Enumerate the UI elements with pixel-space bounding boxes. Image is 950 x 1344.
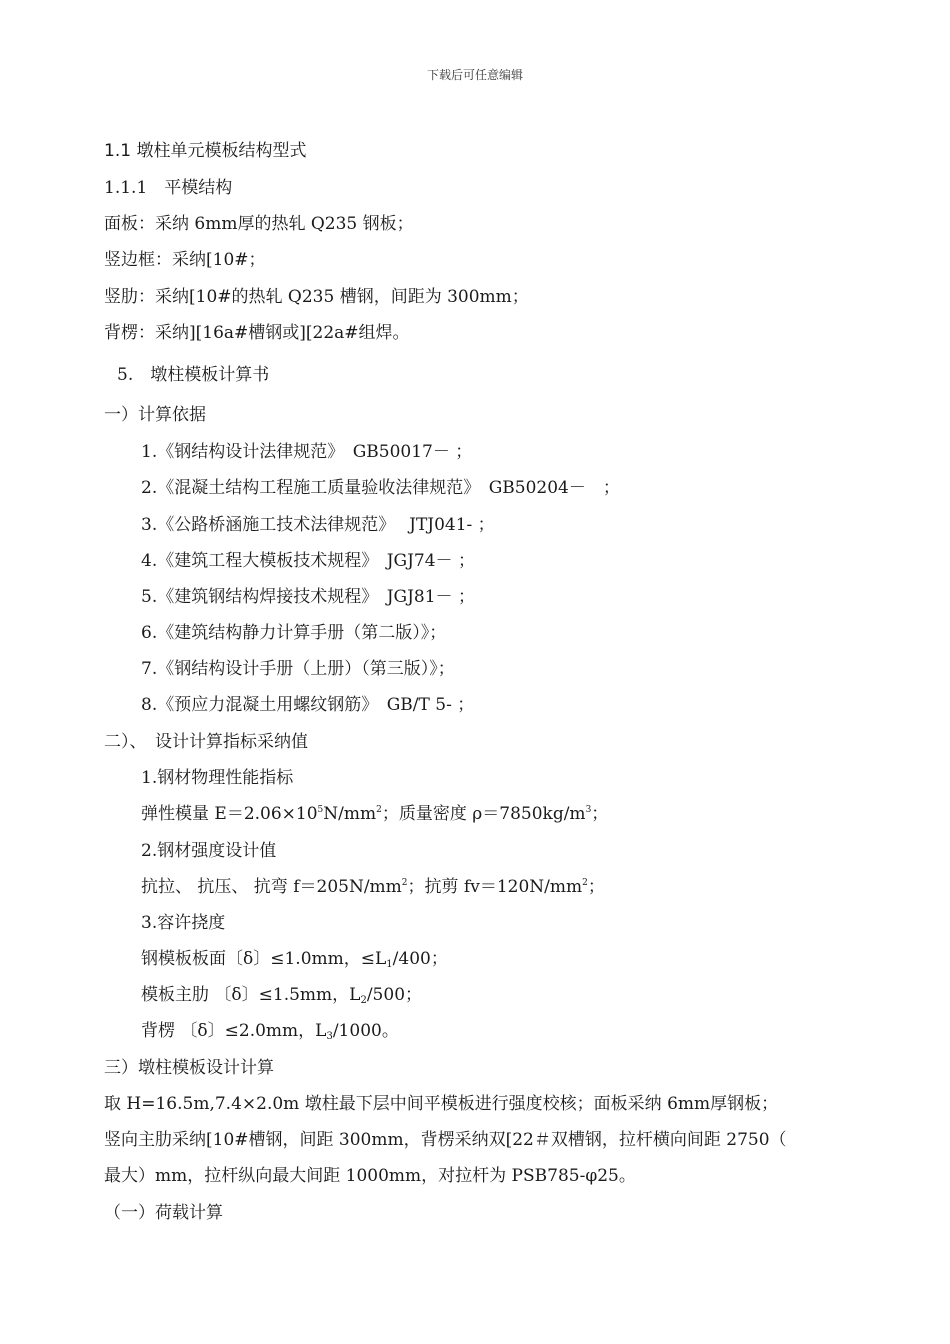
deflection-heading: 3.容许挠度 <box>141 913 226 933</box>
deflection-panel: 钢模板板面〔δ〕≤1.0mm，$\le L_1/400$； <box>141 949 448 970</box>
reference-item: 2.《混凝土结构工程施工质量验收法律规范》 GB50204－ ； <box>141 478 620 498</box>
strength-line: 抗拉、 抗压、 抗弯 $f=205N/mm^2$；抗剪 $fv=120N/mm^2$； <box>141 877 605 897</box>
reference-item: 7.《钢结构设计手册（上册）（第三版）》； <box>141 659 455 679</box>
reference-item: 1.《钢结构设计法律规范》 GB50017－ ； <box>141 442 473 462</box>
design-heading: 三）墩柱模板设计计算 <box>104 1058 274 1078</box>
section-heading-1-1: 1.1 墩柱单元模板结构型式 <box>104 141 307 161</box>
chapter-heading-5: 5. 墩柱模板计算书 <box>117 365 270 385</box>
reference-item: 3.《公路桥涵施工技术法律规范》 JTJ041- ； <box>141 515 495 535</box>
design-paragraph-line: 竖向主肋采纳[10#槽钢，间距 300mm，背楞采纳双[22＃双槽钢，拉杆横向间距 2750（ <box>104 1130 787 1150</box>
reference-item: 4.《建筑工程大模板技术规程》 JGJ74－ ； <box>141 551 475 571</box>
back-purlin-spec: 背楞：采纳][16a#槽钢或][22a#组焊。 <box>104 323 410 343</box>
panel-spec: 面板：采纳 6mm厚的热轧 Q235 钢板； <box>104 214 414 234</box>
reference-item: 8.《预应力混凝土用螺纹钢筋》 GB/T 5- ； <box>141 695 475 715</box>
vertical-rib-spec: 竖肋：采纳[10#的热轧 Q235 槽钢，间距为 300mm； <box>104 287 529 307</box>
basis-heading: 一）计算依据 <box>104 405 206 425</box>
reference-item: 6.《建筑结构静力计算手册（第二版）》； <box>141 623 447 643</box>
steel-props-heading: 1.钢材物理性能指标 <box>141 768 294 788</box>
vertical-frame-spec: 竖边框：采纳[10#； <box>104 250 266 270</box>
load-heading: （一）荷载计算 <box>104 1203 223 1223</box>
steel-props-line: 弹性模量 $E=2.06\times 10^5N/mm^2$；质量密度 $\rho=7850kg/m^3$； <box>141 804 609 824</box>
strength-heading: 2.钢材强度设计值 <box>141 841 277 861</box>
design-paragraph-line: 取 H=16.5m,7.4×2.0m 墩柱最下层中间平模板进行强度校核；面板采纳 6mm厚钢板； <box>104 1094 779 1114</box>
indicators-heading: 二）、 设计计算指标采纳值 <box>104 732 308 752</box>
design-paragraph-line: 最大）mm，拉杆纵向最大间距 1000mm，对拉杆为 PSB785-φ25。 <box>104 1166 636 1186</box>
section-heading-1-1-1: 1.1.1 平模结构 <box>104 178 233 198</box>
page-header: 下载后可任意编辑 <box>426 68 523 82</box>
deflection-back-purlin: 背楞 〔δ〕≤2.0mm，$L_3/1000$。 <box>141 1021 399 1042</box>
deflection-main-rib: 模板主肋 〔δ〕≤1.5mm，$L_2/500$； <box>141 985 423 1006</box>
reference-item: 5.《建筑钢结构焊接技术规程》 JGJ81－ ； <box>141 587 475 607</box>
